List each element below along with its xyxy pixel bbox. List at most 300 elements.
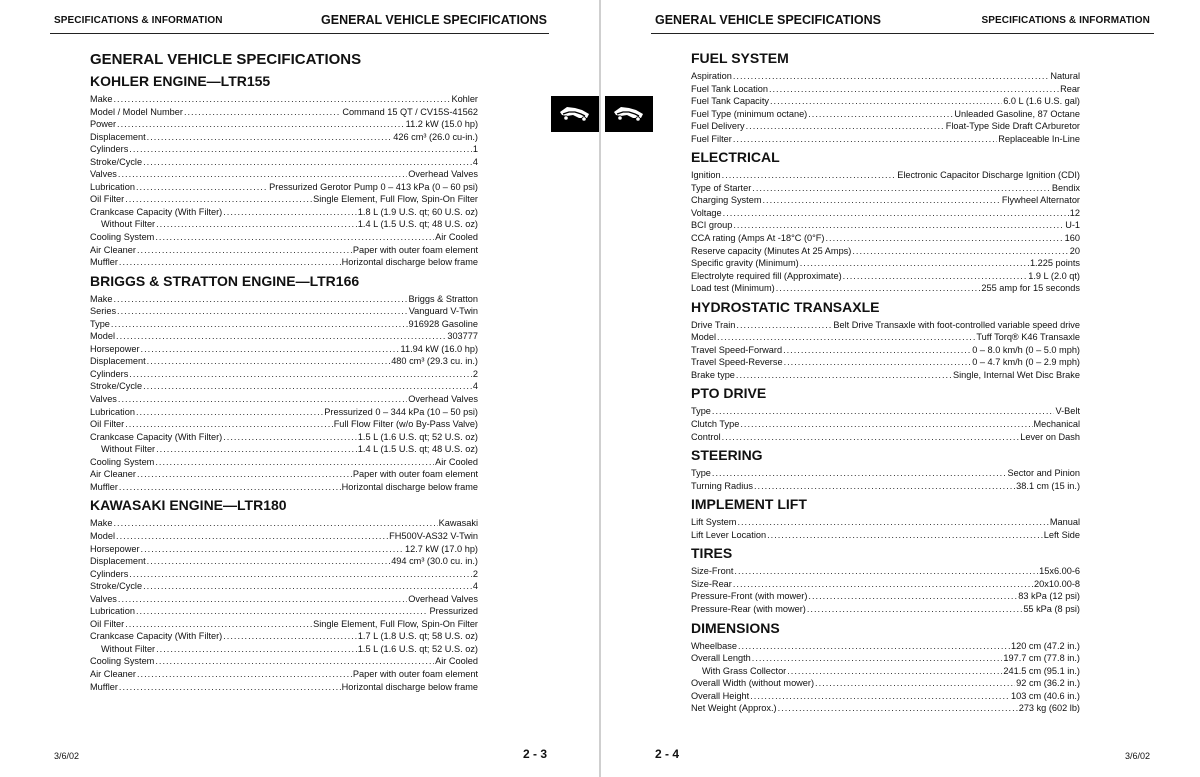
spec-row bbox=[691, 405, 1080, 418]
spec-label: Charging System bbox=[691, 195, 762, 206]
dot-leader bbox=[815, 677, 1015, 690]
dot-leader bbox=[119, 256, 341, 269]
spec-row bbox=[691, 418, 1080, 431]
spec-row bbox=[691, 182, 1080, 195]
section-heading: HYDROSTATIC TRANSAXLE bbox=[691, 298, 880, 315]
dot-leader bbox=[762, 194, 1000, 207]
dot-leader bbox=[118, 393, 407, 406]
spec-row bbox=[90, 355, 478, 368]
dot-leader bbox=[223, 206, 357, 219]
dot-leader bbox=[746, 120, 945, 133]
footer-date: 3/6/02 bbox=[1124, 751, 1150, 761]
spec-row bbox=[90, 481, 478, 494]
spec-value: U-1 bbox=[1065, 220, 1080, 231]
spec-value: 1.9 L (2.0 qt) bbox=[1028, 270, 1080, 281]
spec-row bbox=[90, 431, 478, 444]
spec-value: 303777 bbox=[447, 331, 478, 342]
page-number: 2 - 3 bbox=[522, 747, 547, 761]
dot-leader bbox=[147, 131, 393, 144]
spec-row bbox=[691, 70, 1080, 83]
spec-value: 20 bbox=[1069, 245, 1080, 256]
spec-label: Size-Rear bbox=[691, 578, 732, 589]
right-spec-content bbox=[691, 46, 1080, 715]
spec-label: Without Filter bbox=[101, 219, 156, 230]
spec-label: Air Cleaner bbox=[90, 668, 136, 679]
spec-label: Type of Starter bbox=[691, 182, 752, 193]
dot-leader bbox=[733, 70, 1050, 83]
spec-label: Displacement bbox=[90, 131, 146, 142]
spec-row bbox=[90, 630, 478, 643]
right-page bbox=[600, 0, 1200, 777]
spec-section-kawasaki-engine-ltr180 bbox=[90, 497, 478, 693]
spec-row bbox=[90, 368, 478, 381]
spec-row bbox=[90, 293, 478, 306]
spec-row bbox=[90, 605, 478, 618]
spec-label: Stroke/Cycle bbox=[90, 581, 143, 592]
spec-label: Cylinders bbox=[90, 368, 129, 379]
dot-leader bbox=[733, 578, 1033, 591]
spec-label: Electrolyte required fill (Approximate) bbox=[691, 270, 842, 281]
spec-row bbox=[691, 344, 1080, 357]
spec-label: Horsepower bbox=[90, 343, 140, 354]
spec-row bbox=[90, 530, 478, 543]
spec-label: Crankcase Capacity (With Filter) bbox=[90, 631, 223, 642]
spec-label: Horsepower bbox=[90, 543, 140, 554]
dot-leader bbox=[143, 580, 472, 593]
section-heading: BRIGGS & STRATTON ENGINE—LTR166 bbox=[90, 272, 360, 289]
spec-value: 241.5 cm (95.1 in.) bbox=[1003, 665, 1080, 676]
spec-label: Travel Speed-Reverse bbox=[691, 357, 783, 368]
spec-row bbox=[691, 95, 1080, 108]
spec-label: Cylinders bbox=[90, 144, 129, 155]
dot-leader bbox=[118, 593, 407, 606]
spec-label: Valves bbox=[90, 394, 117, 405]
spec-row bbox=[90, 555, 478, 568]
spec-section-hydrostatic-transaxle bbox=[691, 299, 1080, 382]
spec-value: Single, Internal Wet Disc Brake bbox=[953, 369, 1080, 380]
dot-leader bbox=[143, 156, 472, 169]
dot-leader bbox=[156, 218, 357, 231]
spec-value: 6.0 L (1.6 U.S. gal) bbox=[1003, 96, 1080, 107]
dot-leader bbox=[129, 368, 472, 381]
dot-leader bbox=[125, 193, 312, 206]
dot-leader bbox=[767, 529, 1043, 542]
spec-value: Horizontal discharge below frame bbox=[341, 681, 478, 692]
dot-leader bbox=[776, 282, 981, 295]
dot-leader bbox=[136, 605, 429, 618]
spec-value: Kohler bbox=[451, 94, 478, 104]
dot-leader bbox=[129, 568, 472, 581]
spec-value: 4 bbox=[472, 381, 478, 392]
header-title: GENERAL VEHICLE SPECIFICATIONS bbox=[655, 13, 881, 27]
spec-label: Fuel Filter bbox=[691, 133, 732, 144]
spec-value: Single Element, Full Flow, Spin-On Filter bbox=[313, 618, 478, 629]
spec-label: Lubrication bbox=[90, 606, 135, 617]
dot-leader bbox=[722, 169, 897, 182]
spec-row bbox=[691, 431, 1080, 444]
spec-row bbox=[90, 181, 478, 194]
dot-leader bbox=[119, 681, 341, 694]
dot-leader bbox=[119, 481, 341, 494]
spec-label: Displacement bbox=[90, 356, 146, 367]
spec-label: Air Cleaner bbox=[90, 469, 136, 480]
spec-label: Size-Front bbox=[691, 566, 734, 577]
header-section-label: SPECIFICATIONS & INFORMATION bbox=[54, 15, 223, 26]
dot-leader bbox=[852, 245, 1068, 258]
spec-row bbox=[90, 618, 478, 631]
spec-value: 480 cm³ (29.3 cu. in.) bbox=[391, 356, 478, 367]
spec-value: Flywheel Alternator bbox=[1001, 195, 1080, 206]
spec-value: Pressurized bbox=[429, 606, 478, 617]
spec-row bbox=[691, 207, 1080, 220]
dot-leader bbox=[722, 431, 1020, 444]
spec-value: 11.94 kW (16.0 hp) bbox=[400, 343, 478, 354]
spec-label: Stroke/Cycle bbox=[90, 156, 143, 167]
dot-leader bbox=[750, 690, 1010, 703]
section-heading: STEERING bbox=[691, 447, 763, 464]
section-heading: TIRES bbox=[691, 545, 733, 562]
spec-label: Fuel Delivery bbox=[691, 121, 745, 132]
spec-row bbox=[691, 331, 1080, 344]
dot-leader bbox=[784, 356, 972, 369]
spec-row bbox=[90, 106, 478, 119]
spec-value: Lever on Dash bbox=[1020, 431, 1080, 442]
footer-date: 3/6/02 bbox=[54, 751, 80, 761]
spec-label: Model / Model Number bbox=[90, 106, 183, 117]
spec-value: Tuff Torq® K46 Transaxle bbox=[976, 332, 1080, 343]
dot-leader bbox=[736, 369, 952, 382]
dot-leader bbox=[800, 257, 1029, 270]
spec-value: Briggs & Stratton bbox=[408, 293, 478, 304]
dot-leader bbox=[738, 640, 1010, 653]
spec-row bbox=[691, 578, 1080, 591]
spec-row bbox=[691, 169, 1080, 182]
spec-value: Command 15 QT / CV15S-41562 bbox=[342, 106, 478, 117]
spec-value: Overhead Valves bbox=[408, 169, 478, 180]
spec-value: Kawasaki bbox=[438, 518, 478, 529]
dot-leader bbox=[141, 543, 404, 556]
spec-label: Travel Speed-Forward bbox=[691, 344, 783, 355]
dot-leader bbox=[143, 380, 472, 393]
spec-row bbox=[691, 133, 1080, 146]
spec-section-tires bbox=[691, 545, 1080, 615]
dot-leader bbox=[808, 590, 1017, 603]
spec-row bbox=[90, 406, 478, 419]
dot-leader bbox=[141, 343, 400, 356]
spec-value: 0 – 4.7 km/h (0 – 2.9 mph) bbox=[972, 357, 1080, 368]
spec-row bbox=[691, 677, 1080, 690]
spec-label: Lubrication bbox=[90, 181, 135, 192]
dot-leader bbox=[808, 108, 953, 121]
spec-value: 0 – 8.0 km/h (0 – 5.0 mph) bbox=[972, 344, 1080, 355]
spec-label: Wheelbase bbox=[691, 640, 737, 651]
dot-leader bbox=[807, 603, 1022, 616]
dot-leader bbox=[843, 270, 1028, 283]
spec-value: Air Cooled bbox=[435, 656, 478, 667]
spec-label: Type bbox=[691, 468, 711, 479]
spec-value: 1 bbox=[472, 144, 478, 155]
spec-section-steering bbox=[691, 447, 1080, 492]
spec-value: Bendix bbox=[1051, 182, 1080, 193]
spec-value: Vanguard V-Twin bbox=[408, 306, 478, 317]
dot-leader bbox=[737, 516, 1048, 529]
spec-value: 15x6.00-6 bbox=[1039, 566, 1080, 577]
spec-row bbox=[90, 568, 478, 581]
spec-row bbox=[691, 603, 1080, 616]
spec-label: Pressure-Rear (with mower) bbox=[691, 603, 806, 614]
dot-leader bbox=[736, 319, 832, 332]
section-heading: DIMENSIONS bbox=[691, 619, 780, 636]
dot-leader bbox=[734, 565, 1038, 578]
spec-label: Muffler bbox=[90, 257, 118, 268]
spec-row bbox=[90, 343, 478, 356]
spec-label: Oil Filter bbox=[90, 194, 125, 205]
spec-label: Clutch Type bbox=[691, 419, 740, 430]
dot-leader bbox=[113, 293, 407, 306]
spec-row bbox=[691, 232, 1080, 245]
spec-section-kohler-engine-ltr155 bbox=[90, 73, 478, 269]
spec-row bbox=[90, 468, 478, 481]
dot-leader bbox=[723, 207, 1069, 220]
spec-value: 92 cm (36.2 in.) bbox=[1016, 678, 1080, 689]
dot-leader bbox=[754, 480, 1015, 493]
spec-row bbox=[90, 456, 478, 469]
dot-leader bbox=[117, 305, 408, 318]
dot-leader bbox=[147, 555, 391, 568]
spec-label: Turning Radius bbox=[691, 480, 753, 491]
spec-label: Overall Width (without mower) bbox=[691, 678, 815, 689]
spec-value: Paper with outer foam element bbox=[352, 668, 478, 679]
spec-value: Horizontal discharge below frame bbox=[341, 481, 478, 492]
spec-row bbox=[691, 702, 1080, 715]
spec-label: Overall Height bbox=[691, 690, 750, 701]
spec-section-pto-drive bbox=[691, 385, 1080, 443]
spec-row bbox=[691, 108, 1080, 121]
spec-label: Cylinders bbox=[90, 568, 129, 579]
spec-value: 38.1 cm (15 in.) bbox=[1016, 480, 1080, 491]
spec-value: 1.5 L (1.6 U.S. qt; 52 U.S. oz) bbox=[357, 431, 478, 442]
spec-row bbox=[691, 590, 1080, 603]
dot-leader bbox=[752, 182, 1051, 195]
spec-value: 494 cm³ (30.0 cu. in.) bbox=[391, 556, 478, 567]
dot-leader bbox=[125, 618, 312, 631]
spec-row bbox=[90, 131, 478, 144]
dot-leader bbox=[155, 231, 434, 244]
spec-label: Lubrication bbox=[90, 406, 135, 417]
spec-row bbox=[90, 593, 478, 606]
spec-row bbox=[90, 193, 478, 206]
spec-row bbox=[90, 668, 478, 681]
spec-label: Drive Train bbox=[691, 319, 736, 330]
spec-row bbox=[90, 517, 478, 530]
spec-value: Paper with outer foam element bbox=[352, 469, 478, 480]
dot-leader bbox=[155, 456, 434, 469]
spec-row bbox=[90, 118, 478, 131]
spec-value: Mechanical bbox=[1033, 419, 1080, 430]
spec-row bbox=[691, 369, 1080, 382]
spec-row bbox=[691, 120, 1080, 133]
dot-leader bbox=[712, 467, 1007, 480]
spec-row bbox=[691, 219, 1080, 232]
spec-value: 1.4 L (1.5 U.S. qt; 48 U.S. oz) bbox=[357, 444, 478, 455]
spec-label: Lift System bbox=[691, 517, 737, 528]
spec-label: Type bbox=[90, 318, 110, 329]
spec-label: Valves bbox=[90, 169, 117, 180]
spec-value: Natural bbox=[1050, 71, 1080, 81]
spec-row bbox=[90, 318, 478, 331]
spec-value: Overhead Valves bbox=[408, 593, 478, 604]
spec-value: 4 bbox=[472, 581, 478, 592]
spec-label: Cooling System bbox=[90, 456, 155, 467]
spec-value: Overhead Valves bbox=[408, 394, 478, 405]
spec-section-fuel-system bbox=[691, 50, 1080, 145]
spec-section-dimensions bbox=[691, 620, 1080, 715]
spec-value: 160 bbox=[1064, 233, 1080, 244]
spec-section-implement-lift bbox=[691, 496, 1080, 541]
spec-row bbox=[691, 257, 1080, 270]
spec-value: Float-Type Side Draft CArburetor bbox=[945, 121, 1080, 132]
header-title: GENERAL VEHICLE SPECIFICATIONS bbox=[321, 13, 547, 27]
dot-leader bbox=[733, 219, 1064, 232]
spec-label: BCI group bbox=[691, 220, 733, 231]
dot-leader bbox=[113, 517, 437, 530]
spec-label: Crankcase Capacity (With Filter) bbox=[90, 206, 223, 217]
dot-leader bbox=[733, 133, 997, 146]
spec-row bbox=[90, 393, 478, 406]
tractor-icon bbox=[551, 96, 599, 132]
spec-label: Control bbox=[691, 431, 721, 442]
spec-label: Brake type bbox=[691, 369, 735, 380]
spec-value: Electronic Capacitor Discharge Ignition (CDI) bbox=[897, 170, 1080, 181]
spec-value: Paper with outer foam element bbox=[352, 244, 478, 255]
spec-value: Full Flow Filter (w/o By-Pass Valve) bbox=[333, 419, 478, 430]
dot-leader bbox=[113, 93, 450, 106]
spec-label: Make bbox=[90, 293, 113, 304]
dot-leader bbox=[117, 118, 405, 131]
spec-value: Unleaded Gasoline, 87 Octane bbox=[954, 108, 1080, 119]
spec-row bbox=[691, 282, 1080, 295]
spec-value: 2 bbox=[472, 568, 478, 579]
spec-value: Pressurized Gerotor Pump 0 – 413 kPa (0 – 60 psi) bbox=[269, 181, 478, 192]
spec-value: FH500V-AS32 V-Twin bbox=[389, 530, 478, 541]
dot-leader bbox=[125, 418, 332, 431]
spec-row bbox=[90, 256, 478, 269]
dot-leader bbox=[111, 318, 408, 331]
dot-leader bbox=[129, 143, 472, 156]
spec-value: Rear bbox=[1060, 83, 1080, 94]
spec-label: Power bbox=[90, 119, 117, 130]
spec-row bbox=[691, 319, 1080, 332]
spec-row bbox=[90, 418, 478, 431]
section-heading: KOHLER ENGINE—LTR155 bbox=[90, 73, 271, 89]
spec-value: Replaceable In-Line bbox=[998, 133, 1080, 144]
dot-leader bbox=[147, 355, 391, 368]
spec-label: Type bbox=[691, 406, 711, 417]
dot-leader bbox=[778, 702, 1018, 715]
spec-row bbox=[90, 380, 478, 393]
spec-row bbox=[90, 443, 478, 456]
dot-leader bbox=[137, 244, 352, 257]
spec-label: Muffler bbox=[90, 681, 118, 692]
section-heading: KAWASAKI ENGINE—LTR180 bbox=[90, 497, 287, 514]
header-section-label: SPECIFICATIONS & INFORMATION bbox=[981, 15, 1150, 26]
spec-value: 55 kPa (8 psi) bbox=[1023, 603, 1080, 614]
left-spec-content bbox=[90, 51, 478, 693]
dot-leader bbox=[137, 668, 352, 681]
page-title: GENERAL VEHICLE SPECIFICATIONS bbox=[90, 51, 362, 68]
dot-leader bbox=[787, 665, 1002, 678]
header-rule bbox=[651, 33, 1154, 34]
spec-value: 20x10.00-8 bbox=[1034, 578, 1080, 589]
spec-row bbox=[90, 143, 478, 156]
dot-leader bbox=[752, 652, 1003, 665]
spec-value: 83 kPa (12 psi) bbox=[1018, 591, 1080, 602]
spec-label: Fuel Tank Capacity bbox=[691, 96, 769, 107]
spec-label: Crankcase Capacity (With Filter) bbox=[90, 431, 223, 442]
spec-label: Lift Lever Location bbox=[691, 529, 767, 540]
spec-row bbox=[691, 690, 1080, 703]
header-rule bbox=[50, 33, 549, 34]
spec-label: CCA rating (Amps At -18°C (0°F) bbox=[691, 233, 825, 244]
dot-leader bbox=[155, 655, 434, 668]
spec-value: 1.5 L (1.6 U.S. qt; 52 U.S. oz) bbox=[357, 643, 478, 654]
spec-label: Without Filter bbox=[101, 643, 156, 654]
spec-label: Series bbox=[90, 306, 117, 317]
spec-label: Without Filter bbox=[101, 444, 156, 455]
spec-value: 120 cm (47.2 in.) bbox=[1011, 640, 1080, 651]
spec-value: 273 kg (602 lb) bbox=[1018, 703, 1080, 714]
spec-value: 1.225 points bbox=[1029, 258, 1080, 269]
spec-label: Cooling System bbox=[90, 656, 155, 667]
spec-row bbox=[691, 480, 1080, 493]
spec-value: 12.7 kW (17.0 hp) bbox=[404, 543, 478, 554]
spec-row bbox=[691, 516, 1080, 529]
spec-value: 4 bbox=[472, 156, 478, 167]
spec-label: Specific gravity (Minimum) bbox=[691, 258, 799, 269]
dot-leader bbox=[136, 181, 268, 194]
spec-value: 916928 Gasoline bbox=[408, 318, 478, 329]
spec-label: Model bbox=[90, 530, 116, 541]
dot-leader bbox=[783, 344, 971, 357]
spec-value: 12 bbox=[1069, 207, 1080, 218]
dot-leader bbox=[118, 168, 407, 181]
spec-row bbox=[691, 467, 1080, 480]
dot-leader bbox=[769, 83, 1059, 96]
spec-value: 255 amp for 15 seconds bbox=[981, 283, 1080, 294]
dot-leader bbox=[116, 330, 446, 343]
spec-label: Make bbox=[90, 94, 113, 104]
spec-row bbox=[691, 640, 1080, 653]
spec-row bbox=[691, 270, 1080, 283]
spec-row bbox=[691, 83, 1080, 96]
spec-row bbox=[90, 244, 478, 257]
dot-leader bbox=[740, 418, 1032, 431]
spec-value: V-Belt bbox=[1055, 406, 1080, 417]
spec-label: Stroke/Cycle bbox=[90, 381, 143, 392]
spec-label: Valves bbox=[90, 593, 117, 604]
spec-row bbox=[691, 565, 1080, 578]
spec-value: Air Cooled bbox=[435, 456, 478, 467]
section-heading: ELECTRICAL bbox=[691, 149, 780, 166]
spec-value: 1.4 L (1.5 U.S. qt; 48 U.S. oz) bbox=[357, 219, 478, 230]
spec-row bbox=[691, 356, 1080, 369]
spec-label: Make bbox=[90, 518, 113, 529]
dot-leader bbox=[137, 468, 352, 481]
spec-row bbox=[90, 168, 478, 181]
spec-row bbox=[691, 529, 1080, 542]
dot-leader bbox=[825, 232, 1063, 245]
spec-label: Aspiration bbox=[691, 71, 732, 81]
